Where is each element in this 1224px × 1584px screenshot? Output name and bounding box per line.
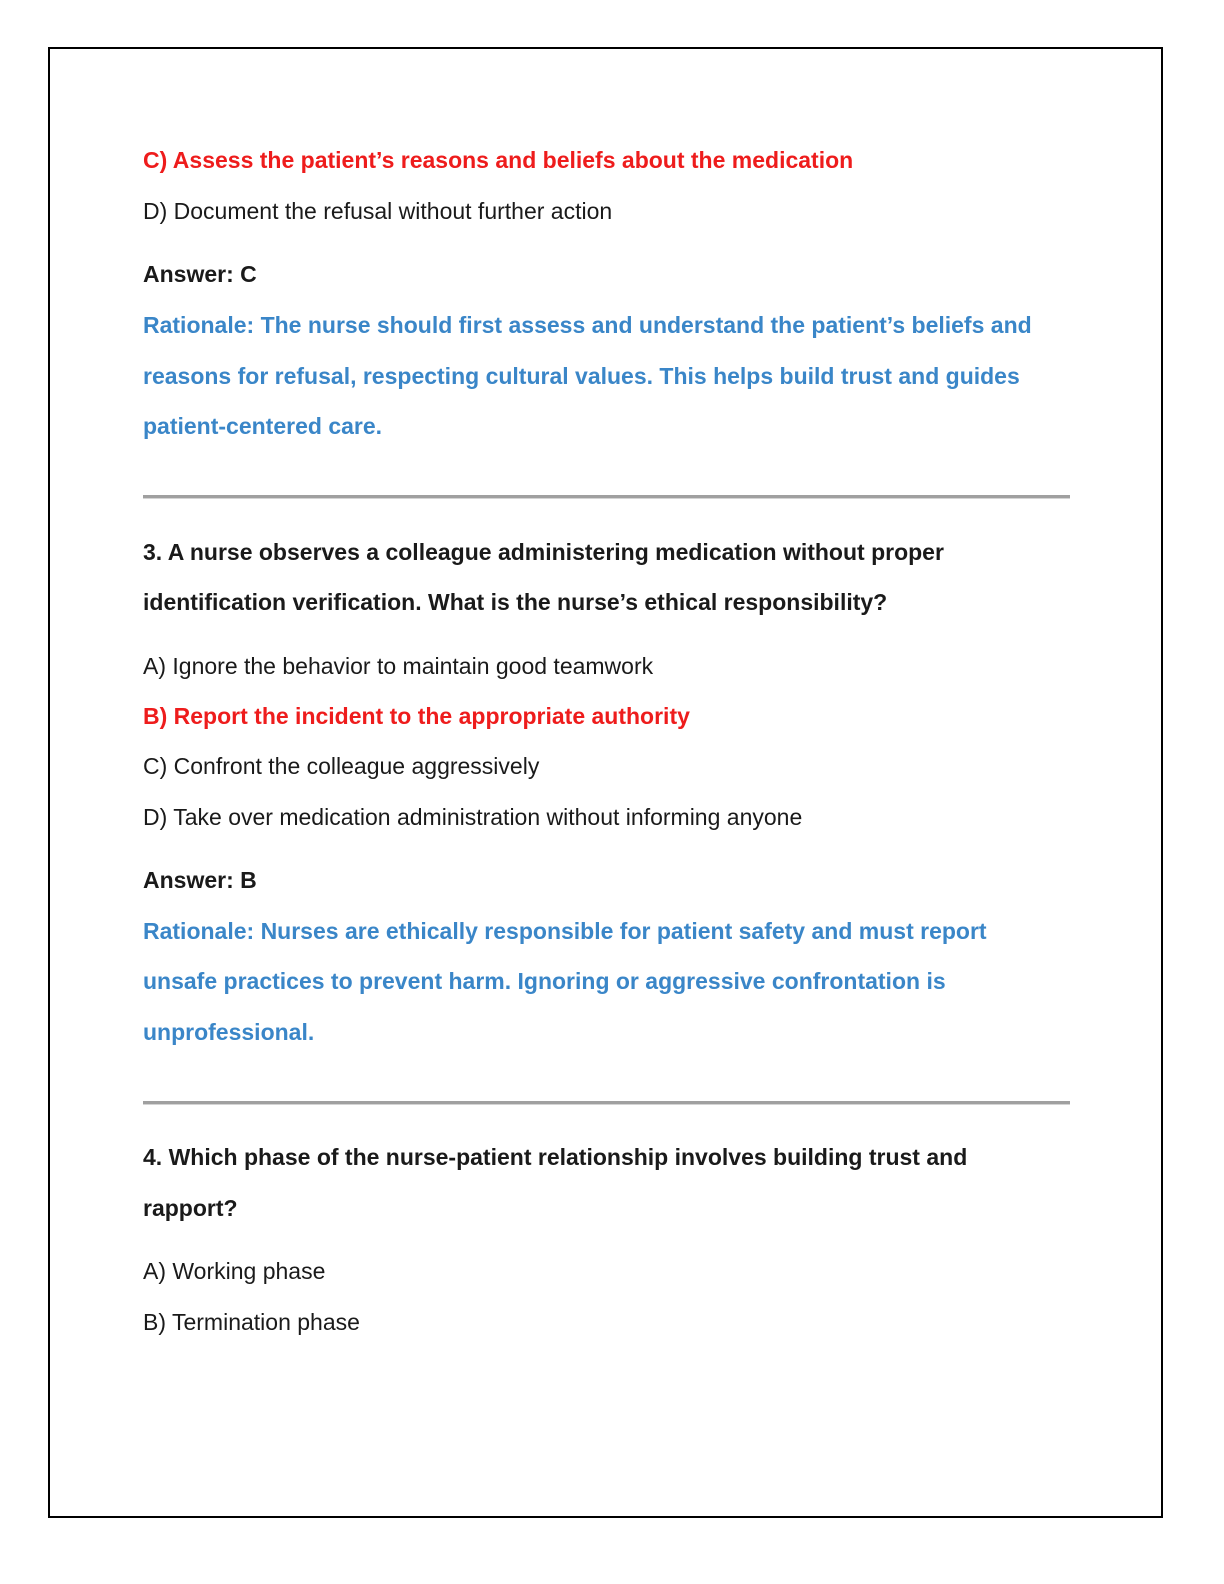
q2-option-c-correct: C) Assess the patient’s reasons and beliefs about the medication	[143, 147, 854, 173]
q2-answer: Answer: C	[143, 261, 257, 287]
q3-option-c: C) Confront the colleague aggressively	[143, 753, 540, 779]
q3-rationale-line: unsafe practices to prevent harm. Ignoring or aggressive confrontation is	[143, 968, 946, 994]
q3-rationale-line: unprofessional.	[143, 1019, 315, 1045]
q4-option-a: A) Working phase	[143, 1258, 326, 1284]
q2-rationale-line: reasons for refusal, respecting cultural values. This helps build trust and guides	[143, 363, 1020, 389]
q2-rationale-line: patient-centered care.	[143, 413, 383, 439]
q3-rationale-line: Rationale: Nurses are ethically responsible for patient safety and must report	[143, 918, 987, 944]
q2-rationale-line: Rationale: The nurse should first assess and understand the patient’s beliefs and	[143, 312, 1032, 338]
q3-option-a: A) Ignore the behavior to maintain good teamwork	[143, 653, 654, 679]
q2-option-d: D) Document the refusal without further action	[143, 198, 613, 224]
section-divider	[143, 1101, 1070, 1105]
q3-question-line: identification verification. What is the nurse’s ethical responsibility?	[143, 589, 888, 615]
section-divider	[143, 495, 1070, 499]
q3-question-line: 3. A nurse observes a colleague administering medication without proper	[143, 539, 944, 565]
q4-question-line: 4. Which phase of the nurse-patient relationship involves building trust and	[143, 1144, 968, 1170]
q4-option-b: B) Termination phase	[143, 1309, 360, 1335]
q3-option-b-correct: B) Report the incident to the appropriate authority	[143, 703, 690, 729]
q3-answer: Answer: B	[143, 867, 257, 893]
q3-option-d: D) Take over medication administration without informing anyone	[143, 804, 803, 830]
q4-question-line: rapport?	[143, 1195, 238, 1221]
